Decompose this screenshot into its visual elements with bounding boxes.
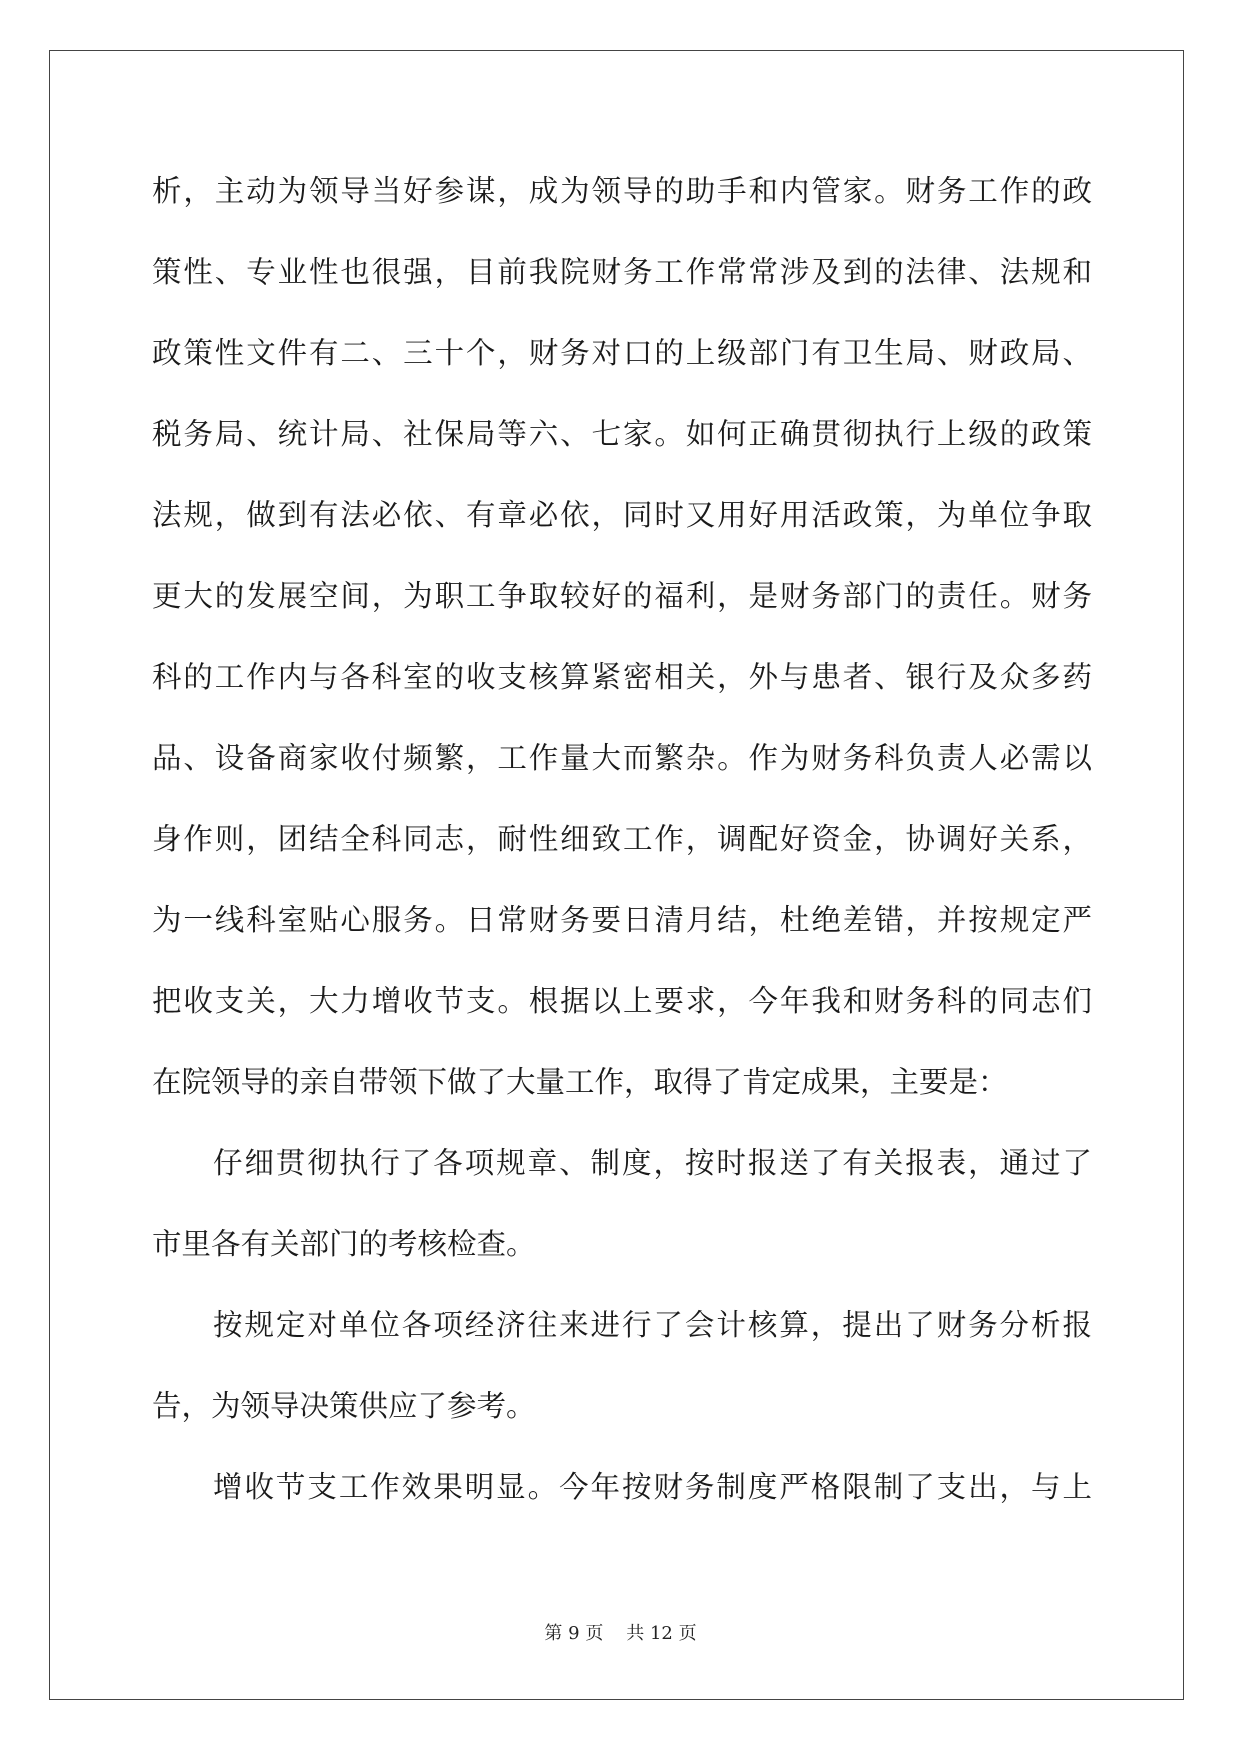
- text-line: 策性、专业性也很强，目前我院财务工作常常涉及到的法律、法规和: [152, 255, 1092, 289]
- page-footer: [0, 1619, 1241, 1645]
- page-total: 共 12 页: [626, 1623, 697, 1644]
- text-line: 法规，做到有法必依、有章必依，同时又用好用活政策，为单位争取: [152, 498, 1092, 532]
- text-line: 科的工作内与各科室的收支核算紧密相关，外与患者、银行及众多药: [152, 660, 1092, 694]
- paragraph-first-line: 按规定对单位各项经济往来进行了会计核算，提出了财务分析报: [213, 1308, 1092, 1342]
- text-line: 政策性文件有二、三十个，财务对口的上级部门有卫生局、财政局、: [152, 336, 1092, 370]
- text-line: 析，主动为领导当好参谋，成为领导的助手和内管家。财务工作的政: [152, 174, 1092, 208]
- text-line: 把收支关，大力增收节支。根据以上要求，今年我和财务科的同志们: [152, 984, 1092, 1018]
- document-body: [152, 151, 1092, 1528]
- text-line: 在院领导的亲自带领下做了大量工作，取得了肯定成果，主要是：: [152, 1065, 1008, 1099]
- text-line: 品、设备商家收付频繁，工作量大而繁杂。作为财务科负责人必需以: [152, 741, 1092, 775]
- text-line: 市里各有关部门的考核检查。: [152, 1227, 536, 1261]
- paragraph-first-line: 仔细贯彻执行了各项规章、制度，按时报送了有关报表，通过了: [213, 1146, 1092, 1180]
- text-line: 更大的发展空间，为职工争取较好的福利，是财务部门的责任。财务: [152, 579, 1092, 613]
- page-number: 第 9 页: [544, 1623, 604, 1644]
- text-line: 为一线科室贴心服务。日常财务要日清月结，杜绝差错，并按规定严: [152, 903, 1092, 937]
- text-line: 身作则，团结全科同志，耐性细致工作，调配好资金，协调好关系，: [152, 822, 1092, 856]
- text-line: 告，为领导决策供应了参考。: [152, 1389, 536, 1423]
- paragraph-first-line: 增收节支工作效果明显。今年按财务制度严格限制了支出，与上: [213, 1470, 1092, 1504]
- text-line: 税务局、统计局、社保局等六、七家。如何正确贯彻执行上级的政策: [152, 417, 1092, 451]
